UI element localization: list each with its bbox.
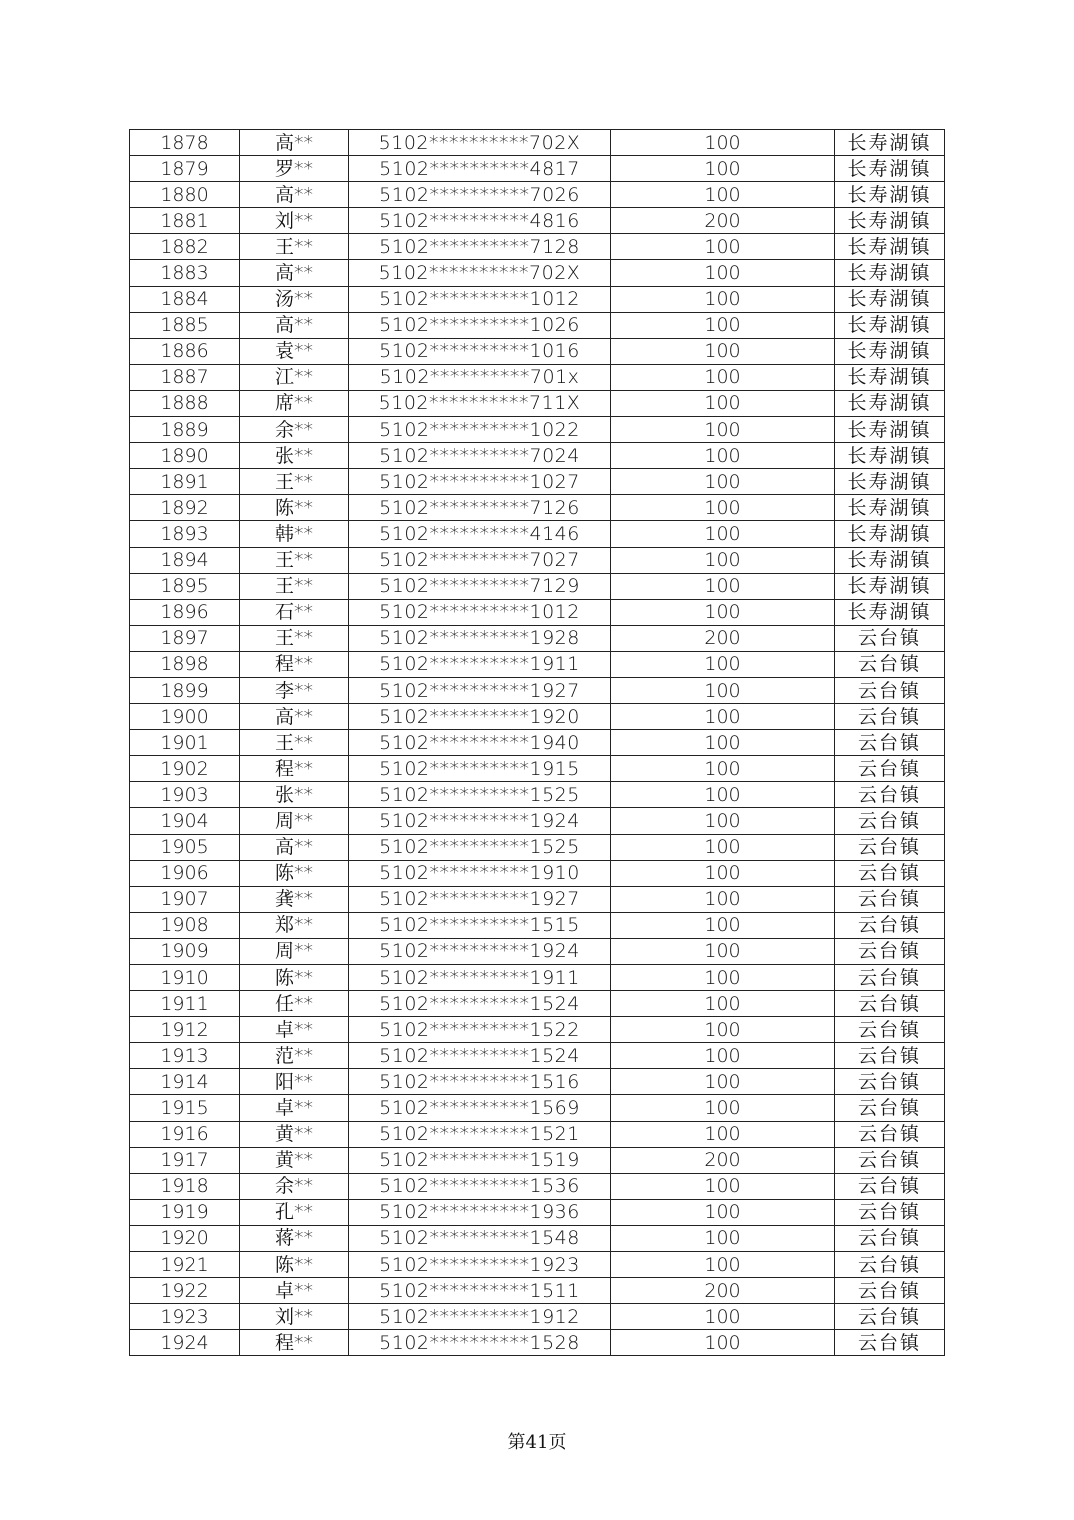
name-cell: 罗** [240, 156, 349, 182]
amount-cell: 100 [611, 390, 835, 416]
table-row [130, 364, 945, 390]
amount-cell: 100 [611, 599, 835, 625]
amount-cell: 200 [611, 208, 835, 234]
id-number-cell: 5102**********1924 [349, 938, 611, 964]
town-cell: 长寿湖镇 [835, 417, 945, 443]
amount-cell: 100 [611, 912, 835, 938]
table-row [130, 182, 945, 208]
table-row [130, 782, 945, 808]
id-number-cell: 5102**********1027 [349, 469, 611, 495]
town-cell: 长寿湖镇 [835, 573, 945, 599]
name-cell: 卓** [240, 1278, 349, 1304]
table-row [130, 208, 945, 234]
table-row [130, 1173, 945, 1199]
row-number-cell: 1921 [130, 1252, 240, 1278]
row-number-cell: 1914 [130, 1069, 240, 1095]
name-cell: 周** [240, 808, 349, 834]
amount-cell: 100 [611, 704, 835, 730]
row-number-cell: 1918 [130, 1173, 240, 1199]
row-number-cell: 1917 [130, 1147, 240, 1173]
town-cell: 云台镇 [835, 1225, 945, 1251]
name-cell: 蒋** [240, 1225, 349, 1251]
town-cell: 云台镇 [835, 1330, 945, 1356]
row-number-cell: 1923 [130, 1304, 240, 1330]
table-row [130, 599, 945, 625]
amount-cell: 100 [611, 1173, 835, 1199]
table-row [130, 547, 945, 573]
town-cell: 云台镇 [835, 1278, 945, 1304]
row-number-cell: 1901 [130, 730, 240, 756]
id-number-cell: 5102**********702X [349, 260, 611, 286]
name-cell: 任** [240, 991, 349, 1017]
name-cell: 陈** [240, 965, 349, 991]
row-number-cell: 1922 [130, 1278, 240, 1304]
town-cell: 云台镇 [835, 1017, 945, 1043]
amount-cell: 100 [611, 312, 835, 338]
id-number-cell: 5102**********4146 [349, 521, 611, 547]
table-row [130, 1278, 945, 1304]
table-row [130, 286, 945, 312]
row-number-cell: 1892 [130, 495, 240, 521]
row-number-cell: 1907 [130, 886, 240, 912]
row-number-cell: 1879 [130, 156, 240, 182]
id-number-cell: 5102**********1536 [349, 1173, 611, 1199]
row-number-cell: 1899 [130, 677, 240, 703]
id-number-cell: 5102**********7129 [349, 573, 611, 599]
row-number-cell: 1908 [130, 912, 240, 938]
town-cell: 云台镇 [835, 860, 945, 886]
row-number-cell: 1906 [130, 860, 240, 886]
name-cell: 黄** [240, 1147, 349, 1173]
id-number-cell: 5102**********1026 [349, 312, 611, 338]
town-cell: 长寿湖镇 [835, 599, 945, 625]
name-cell: 陈** [240, 1252, 349, 1278]
name-cell: 刘** [240, 1304, 349, 1330]
id-number-cell: 5102**********1928 [349, 625, 611, 651]
amount-cell: 100 [611, 834, 835, 860]
town-cell: 云台镇 [835, 677, 945, 703]
table-row [130, 938, 945, 964]
row-number-cell: 1910 [130, 965, 240, 991]
amount-cell: 100 [611, 156, 835, 182]
amount-cell: 100 [611, 1304, 835, 1330]
town-cell: 长寿湖镇 [835, 364, 945, 390]
row-number-cell: 1884 [130, 286, 240, 312]
id-number-cell: 5102**********4816 [349, 208, 611, 234]
table-row [130, 886, 945, 912]
name-cell: 陈** [240, 495, 349, 521]
table-row [130, 1121, 945, 1147]
table-row [130, 756, 945, 782]
name-cell: 黄** [240, 1121, 349, 1147]
row-number-cell: 1924 [130, 1330, 240, 1356]
table-row [130, 1095, 945, 1121]
row-number-cell: 1909 [130, 938, 240, 964]
name-cell: 范** [240, 1043, 349, 1069]
id-number-cell: 5102**********7027 [349, 547, 611, 573]
amount-cell: 100 [611, 1225, 835, 1251]
town-cell: 长寿湖镇 [835, 338, 945, 364]
name-cell: 石** [240, 599, 349, 625]
id-number-cell: 5102**********7126 [349, 495, 611, 521]
amount-cell: 100 [611, 1069, 835, 1095]
amount-cell: 100 [611, 1330, 835, 1356]
row-number-cell: 1882 [130, 234, 240, 260]
table-row [130, 1069, 945, 1095]
page-number: 第41页 [507, 1432, 567, 1453]
row-number-cell: 1913 [130, 1043, 240, 1069]
table-row [130, 573, 945, 599]
id-number-cell: 5102**********711X [349, 390, 611, 416]
table-row [130, 651, 945, 677]
table-row [130, 677, 945, 703]
id-number-cell: 5102**********1511 [349, 1278, 611, 1304]
table-row [130, 1043, 945, 1069]
id-number-cell: 5102**********7024 [349, 443, 611, 469]
table-row [130, 1199, 945, 1225]
name-cell: 江** [240, 364, 349, 390]
id-number-cell: 5102**********1022 [349, 417, 611, 443]
amount-cell: 100 [611, 573, 835, 599]
town-cell: 云台镇 [835, 886, 945, 912]
name-cell: 汤** [240, 286, 349, 312]
amount-cell: 100 [611, 808, 835, 834]
name-cell: 李** [240, 677, 349, 703]
row-number-cell: 1904 [130, 808, 240, 834]
row-number-cell: 1891 [130, 469, 240, 495]
id-number-cell: 5102**********1927 [349, 677, 611, 703]
table-row [130, 1304, 945, 1330]
amount-cell: 100 [611, 1199, 835, 1225]
table-row [130, 1252, 945, 1278]
town-cell: 长寿湖镇 [835, 390, 945, 416]
amount-cell: 100 [611, 782, 835, 808]
town-cell: 长寿湖镇 [835, 286, 945, 312]
table-row [130, 443, 945, 469]
name-cell: 王** [240, 234, 349, 260]
row-number-cell: 1912 [130, 1017, 240, 1043]
id-number-cell: 5102**********1012 [349, 599, 611, 625]
id-number-cell: 5102**********1569 [349, 1095, 611, 1121]
name-cell: 王** [240, 547, 349, 573]
row-number-cell: 1900 [130, 704, 240, 730]
name-cell: 孔** [240, 1199, 349, 1225]
town-cell: 云台镇 [835, 965, 945, 991]
row-number-cell: 1915 [130, 1095, 240, 1121]
id-number-cell: 5102**********4817 [349, 156, 611, 182]
table-row [130, 390, 945, 416]
id-number-cell: 5102**********1521 [349, 1121, 611, 1147]
name-cell: 阳** [240, 1069, 349, 1095]
amount-cell: 100 [611, 130, 835, 156]
amount-cell: 100 [611, 1095, 835, 1121]
table-row [130, 1330, 945, 1356]
town-cell: 云台镇 [835, 938, 945, 964]
id-number-cell: 5102**********1528 [349, 1330, 611, 1356]
amount-cell: 200 [611, 1278, 835, 1304]
table-row [130, 1147, 945, 1173]
amount-cell: 100 [611, 965, 835, 991]
name-cell: 高** [240, 260, 349, 286]
id-number-cell: 5102**********701x [349, 364, 611, 390]
town-cell: 长寿湖镇 [835, 234, 945, 260]
row-number-cell: 1895 [130, 573, 240, 599]
amount-cell: 100 [611, 469, 835, 495]
amount-cell: 100 [611, 521, 835, 547]
amount-cell: 100 [611, 443, 835, 469]
table-row [130, 912, 945, 938]
id-number-cell: 5102**********1516 [349, 1069, 611, 1095]
table-row [130, 1225, 945, 1251]
id-number-cell: 5102**********1524 [349, 991, 611, 1017]
town-cell: 长寿湖镇 [835, 208, 945, 234]
town-cell: 云台镇 [835, 730, 945, 756]
name-cell: 王** [240, 469, 349, 495]
name-cell: 郑** [240, 912, 349, 938]
table-row [130, 338, 945, 364]
row-number-cell: 1888 [130, 390, 240, 416]
town-cell: 云台镇 [835, 782, 945, 808]
amount-cell: 100 [611, 234, 835, 260]
amount-cell: 100 [611, 1252, 835, 1278]
name-cell: 卓** [240, 1017, 349, 1043]
town-cell: 长寿湖镇 [835, 469, 945, 495]
name-cell: 席** [240, 390, 349, 416]
amount-cell: 100 [611, 860, 835, 886]
town-cell: 云台镇 [835, 625, 945, 651]
table-row [130, 808, 945, 834]
name-cell: 袁** [240, 338, 349, 364]
amount-cell: 100 [611, 651, 835, 677]
id-number-cell: 5102**********1911 [349, 651, 611, 677]
amount-cell: 100 [611, 886, 835, 912]
name-cell: 陈** [240, 860, 349, 886]
id-number-cell: 5102**********1016 [349, 338, 611, 364]
name-cell: 程** [240, 1330, 349, 1356]
table-row [130, 991, 945, 1017]
id-number-cell: 5102**********1911 [349, 965, 611, 991]
town-cell: 云台镇 [835, 1304, 945, 1330]
id-number-cell: 5102**********1923 [349, 1252, 611, 1278]
row-number-cell: 1896 [130, 599, 240, 625]
name-cell: 程** [240, 756, 349, 782]
town-cell: 长寿湖镇 [835, 156, 945, 182]
amount-cell: 100 [611, 260, 835, 286]
table-row [130, 704, 945, 730]
table-row [130, 234, 945, 260]
row-number-cell: 1878 [130, 130, 240, 156]
town-cell: 长寿湖镇 [835, 443, 945, 469]
table-row [130, 965, 945, 991]
town-cell: 云台镇 [835, 834, 945, 860]
name-cell: 王** [240, 730, 349, 756]
row-number-cell: 1885 [130, 312, 240, 338]
amount-cell: 100 [611, 417, 835, 443]
row-number-cell: 1916 [130, 1121, 240, 1147]
id-number-cell: 5102**********7026 [349, 182, 611, 208]
table-row [130, 730, 945, 756]
town-cell: 云台镇 [835, 1069, 945, 1095]
id-number-cell: 5102**********1548 [349, 1225, 611, 1251]
table-row [130, 1017, 945, 1043]
table-row [130, 834, 945, 860]
amount-cell: 100 [611, 1043, 835, 1069]
id-number-cell: 5102**********1920 [349, 704, 611, 730]
table-row [130, 156, 945, 182]
amount-cell: 100 [611, 756, 835, 782]
amount-cell: 100 [611, 338, 835, 364]
name-cell: 高** [240, 834, 349, 860]
row-number-cell: 1920 [130, 1225, 240, 1251]
id-number-cell: 5102**********1522 [349, 1017, 611, 1043]
town-cell: 云台镇 [835, 756, 945, 782]
amount-cell: 100 [611, 730, 835, 756]
amount-cell: 100 [611, 364, 835, 390]
row-number-cell: 1883 [130, 260, 240, 286]
town-cell: 云台镇 [835, 808, 945, 834]
row-number-cell: 1905 [130, 834, 240, 860]
table-row [130, 860, 945, 886]
name-cell: 张** [240, 443, 349, 469]
town-cell: 云台镇 [835, 1043, 945, 1069]
id-number-cell: 5102**********7128 [349, 234, 611, 260]
name-cell: 余** [240, 1173, 349, 1199]
row-number-cell: 1903 [130, 782, 240, 808]
town-cell: 云台镇 [835, 991, 945, 1017]
town-cell: 长寿湖镇 [835, 182, 945, 208]
row-number-cell: 1919 [130, 1199, 240, 1225]
id-number-cell: 5102**********1515 [349, 912, 611, 938]
name-cell: 高** [240, 130, 349, 156]
amount-cell: 100 [611, 677, 835, 703]
name-cell: 王** [240, 625, 349, 651]
id-number-cell: 5102**********1927 [349, 886, 611, 912]
id-number-cell: 5102**********1524 [349, 1043, 611, 1069]
town-cell: 长寿湖镇 [835, 495, 945, 521]
name-cell: 龚** [240, 886, 349, 912]
table-row [130, 469, 945, 495]
table-row [130, 130, 945, 156]
table-row [130, 260, 945, 286]
amount-cell: 100 [611, 938, 835, 964]
row-number-cell: 1897 [130, 625, 240, 651]
name-cell: 卓** [240, 1095, 349, 1121]
table-row [130, 625, 945, 651]
row-number-cell: 1911 [130, 991, 240, 1017]
name-cell: 程** [240, 651, 349, 677]
amount-cell: 100 [611, 1121, 835, 1147]
id-number-cell: 5102**********1525 [349, 834, 611, 860]
id-number-cell: 5102**********1012 [349, 286, 611, 312]
name-cell: 高** [240, 704, 349, 730]
table-row [130, 495, 945, 521]
town-cell: 云台镇 [835, 651, 945, 677]
table-row [130, 417, 945, 443]
row-number-cell: 1890 [130, 443, 240, 469]
name-cell: 高** [240, 182, 349, 208]
town-cell: 云台镇 [835, 1173, 945, 1199]
amount-cell: 100 [611, 1017, 835, 1043]
id-number-cell: 5102**********1910 [349, 860, 611, 886]
town-cell: 云台镇 [835, 1095, 945, 1121]
id-number-cell: 5102**********1915 [349, 756, 611, 782]
amount-cell: 200 [611, 1147, 835, 1173]
town-cell: 云台镇 [835, 704, 945, 730]
row-number-cell: 1880 [130, 182, 240, 208]
name-cell: 张** [240, 782, 349, 808]
town-cell: 云台镇 [835, 1252, 945, 1278]
id-number-cell: 5102**********702X [349, 130, 611, 156]
town-cell: 长寿湖镇 [835, 130, 945, 156]
id-number-cell: 5102**********1940 [349, 730, 611, 756]
town-cell: 云台镇 [835, 1199, 945, 1225]
row-number-cell: 1893 [130, 521, 240, 547]
row-number-cell: 1902 [130, 756, 240, 782]
name-cell: 周** [240, 938, 349, 964]
records-table-body [130, 130, 945, 1356]
id-number-cell: 5102**********1912 [349, 1304, 611, 1330]
town-cell: 长寿湖镇 [835, 547, 945, 573]
name-cell: 韩** [240, 521, 349, 547]
row-number-cell: 1886 [130, 338, 240, 364]
name-cell: 余** [240, 417, 349, 443]
town-cell: 长寿湖镇 [835, 260, 945, 286]
id-number-cell: 5102**********1519 [349, 1147, 611, 1173]
amount-cell: 100 [611, 286, 835, 312]
row-number-cell: 1894 [130, 547, 240, 573]
id-number-cell: 5102**********1924 [349, 808, 611, 834]
row-number-cell: 1881 [130, 208, 240, 234]
town-cell: 长寿湖镇 [835, 521, 945, 547]
row-number-cell: 1889 [130, 417, 240, 443]
table-row [130, 312, 945, 338]
amount-cell: 100 [611, 547, 835, 573]
town-cell: 云台镇 [835, 1147, 945, 1173]
table-row [130, 521, 945, 547]
row-number-cell: 1898 [130, 651, 240, 677]
town-cell: 云台镇 [835, 1121, 945, 1147]
amount-cell: 100 [611, 182, 835, 208]
town-cell: 云台镇 [835, 912, 945, 938]
row-number-cell: 1887 [130, 364, 240, 390]
town-cell: 长寿湖镇 [835, 312, 945, 338]
id-number-cell: 5102**********1936 [349, 1199, 611, 1225]
id-number-cell: 5102**********1525 [349, 782, 611, 808]
amount-cell: 100 [611, 495, 835, 521]
amount-cell: 200 [611, 625, 835, 651]
name-cell: 刘** [240, 208, 349, 234]
name-cell: 王** [240, 573, 349, 599]
records-table [129, 129, 945, 1356]
amount-cell: 100 [611, 991, 835, 1017]
name-cell: 高** [240, 312, 349, 338]
